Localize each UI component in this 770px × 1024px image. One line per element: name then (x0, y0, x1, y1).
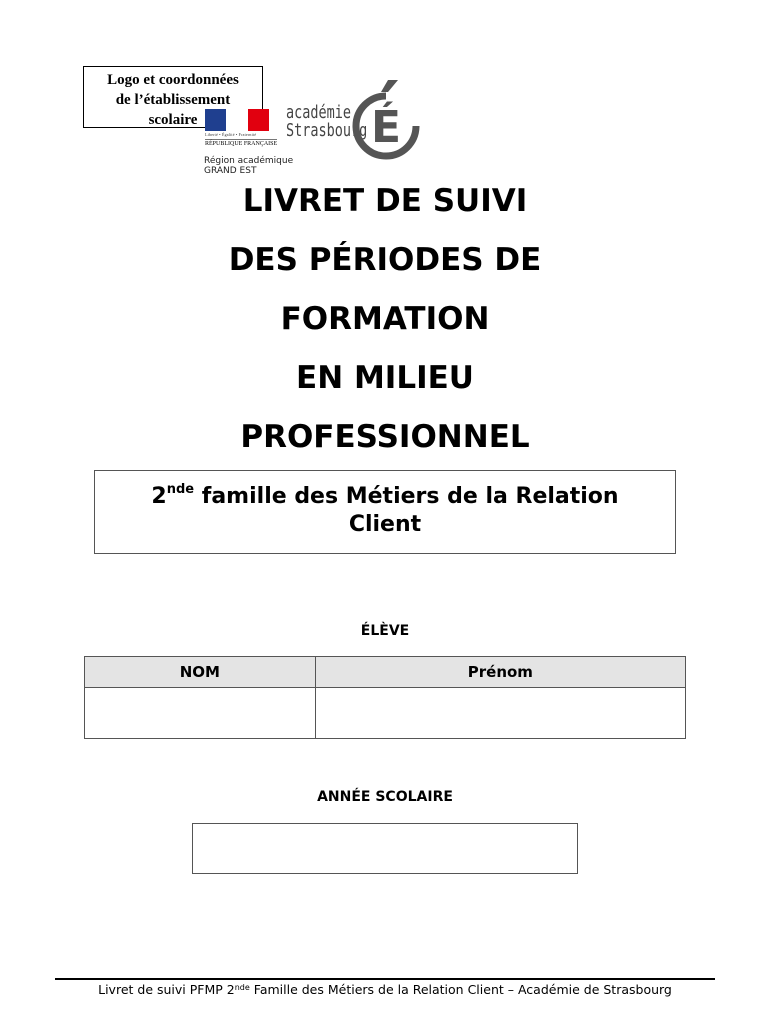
title-line-3: FORMATION (280, 301, 490, 337)
academy-line-2: Strasbourg (286, 120, 368, 141)
footer-before: Livret de suivi PFMP 2 (98, 982, 235, 997)
nom-header: NOM (85, 657, 316, 688)
republic-name: RÉPUBLIQUE FRANÇAISE (205, 141, 278, 147)
school-year-field[interactable] (192, 823, 578, 874)
academy-e-logo-icon (346, 78, 426, 164)
title-line-5: PROFESSIONNEL (240, 419, 530, 455)
footer-sup: nde (234, 983, 250, 992)
school-year-label: ANNÉE SCOLAIRE (317, 789, 453, 805)
logo-box-line-2: de l’établissement (115, 92, 231, 108)
title-line-1: LIVRET DE SUIVI (242, 183, 528, 219)
logo-box-line-3: scolaire (148, 112, 198, 128)
nom-field[interactable] (85, 688, 316, 739)
subtitle-prefix: 2 (151, 484, 167, 509)
republique-francaise-flag-icon (205, 109, 269, 131)
subtitle-sup: nde (166, 482, 195, 497)
footer-divider (55, 978, 715, 980)
subtitle-line-2: Client (348, 512, 422, 537)
page-footer (0, 982, 770, 997)
prenom-header: Prénom (315, 657, 685, 688)
footer-after: Famille des Métiers de la Relation Client – Académie de Strasbourg (249, 982, 672, 997)
academy-line-1: académie (286, 102, 352, 123)
region-line-2: GRAND EST (204, 166, 257, 176)
title-line-4: EN MILIEU (296, 360, 474, 396)
subtitle-line-1 (95, 483, 675, 511)
region-line-1: Région académique (204, 156, 294, 166)
logo-box-line-1: Logo et coordonnées (107, 72, 239, 88)
program-subtitle (94, 470, 676, 554)
republic-motto: Liberté • Égalité • Fraternité (205, 132, 257, 137)
student-label: ÉLÈVE (360, 623, 410, 639)
academy-letter: É (370, 102, 402, 153)
title-line-2: DES PÉRIODES DE (228, 242, 542, 278)
subtitle-rest: famille des Métiers de la Relation (194, 484, 619, 509)
student-table (84, 656, 686, 739)
region-label (204, 156, 293, 176)
prenom-field[interactable] (315, 688, 685, 739)
academy-name (286, 102, 368, 141)
